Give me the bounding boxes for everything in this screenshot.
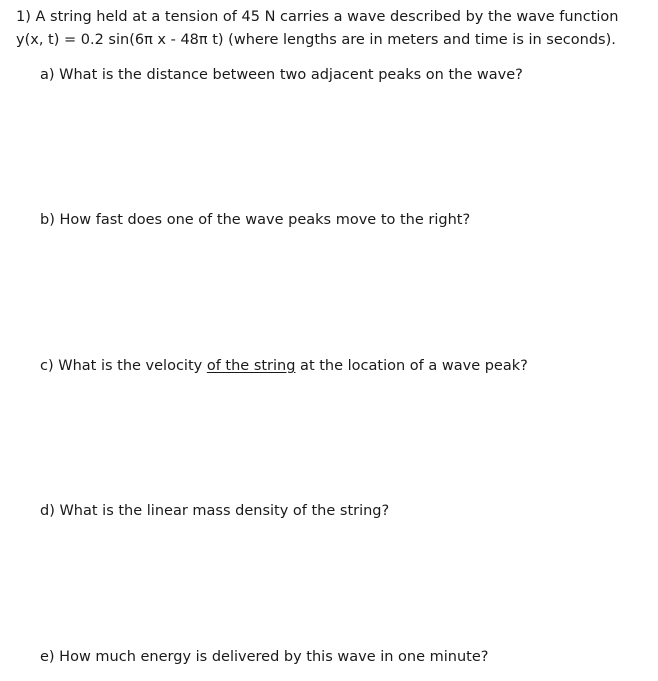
question-c-text-end: at the location of a wave peak?	[295, 358, 528, 374]
question-c-underlined-text: of the string	[206, 358, 296, 374]
question-a: a) What is the distance between two adjacent peaks on the wave?	[40, 67, 523, 83]
problem-statement	[16, 6, 646, 52]
question-d: d) What is the linear mass density of the string?	[40, 503, 390, 519]
question-c-text-start: c) What is the velocity	[40, 358, 207, 374]
question-c	[40, 356, 528, 376]
problem-line-1: 1) A string held at a tension of 45 N carries a wave described by the wave function	[16, 9, 619, 25]
question-e: e) How much energy is delivered by this wave in one minute?	[40, 649, 489, 665]
question-b: b) How fast does one of the wave peaks move to the right?	[40, 212, 471, 228]
problem-line-2: y(x, t) = 0.2 sin(6π x - 48π t) (where lengths are in meters and time is in seconds).	[16, 32, 616, 48]
